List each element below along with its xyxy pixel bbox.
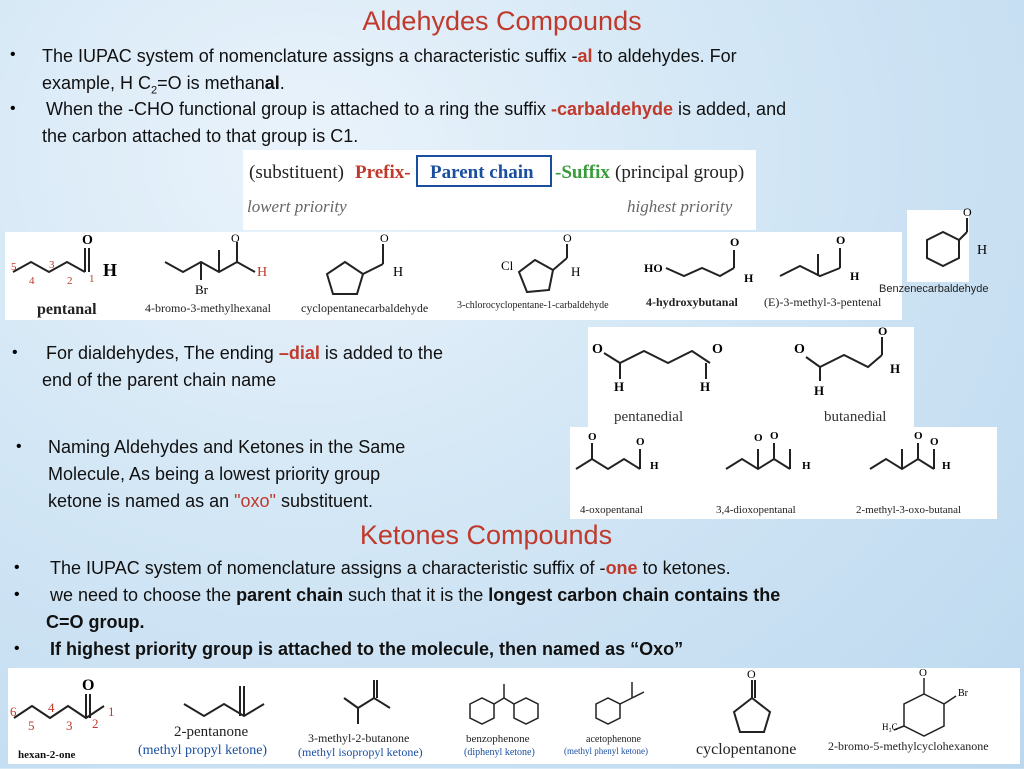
- substituent-label: (substituent): [249, 162, 344, 183]
- svg-text:H: H: [393, 265, 404, 280]
- bullet: •: [16, 438, 22, 455]
- svg-text:O: O: [747, 667, 756, 681]
- highest-priority-label: highest priority: [627, 197, 733, 216]
- svg-text:4: 4: [29, 275, 35, 287]
- methyloxobutanal-structure: [856, 430, 961, 516]
- dioxopentanal-caption: 3,4-dioxopentanal: [716, 504, 796, 516]
- bromomethylhexanal-caption: 4-bromo-3-methylhexanal: [145, 301, 271, 315]
- bullet: •: [14, 559, 20, 576]
- ketone-rule-1: The IUPAC system of nomenclature assigns a characteristic suffix of -one to ketones.: [50, 558, 731, 578]
- chlorocyclopentane-caption: 3-chlorocyclopentane-1-carbaldehyde: [457, 300, 609, 311]
- svg-text:H: H: [890, 361, 901, 376]
- ketone-structures: [8, 668, 1020, 764]
- svg-text:H: H: [257, 265, 268, 280]
- svg-text:2: 2: [67, 275, 73, 287]
- lowest-priority-label: lowert priority: [247, 197, 347, 216]
- aldehyde-rule-2: When the -CHO functional group is attached to a ring the suffix -carbaldehyde is added, and: [46, 99, 787, 119]
- methylbutanone-caption: 3-methyl-2-butanone: [308, 731, 410, 745]
- bullet: •: [14, 586, 20, 603]
- svg-text:H: H: [103, 260, 118, 280]
- aldehydes-title: Aldehydes Compounds: [362, 6, 642, 36]
- methyl-group-label: H₃C: [882, 722, 898, 732]
- svg-text:O: O: [794, 342, 805, 357]
- pentanal-structure: [11, 233, 117, 318]
- svg-text:Br: Br: [195, 282, 208, 297]
- ketone-rule-2: we need to choose the parent chain such that it is the longest carbon chain contains the: [50, 585, 781, 605]
- benzaldehyde-structure: [879, 205, 1007, 300]
- parent-chain-label: Parent chain: [430, 162, 534, 183]
- principal-group-label: (principal group): [615, 162, 745, 183]
- svg-text:O: O: [963, 205, 972, 219]
- bromomethylhexanal-structure: [145, 231, 272, 315]
- benzaldehyde-caption: Benzenecarbaldehyde: [879, 283, 989, 295]
- svg-text:O: O: [588, 431, 597, 443]
- svg-text:H: H: [571, 264, 581, 279]
- dialdehyde-panel: [588, 324, 914, 427]
- bromomethylcyclohexanone-structure: [828, 667, 989, 753]
- svg-text:2: 2: [92, 716, 99, 731]
- svg-text:5: 5: [28, 718, 35, 733]
- svg-text:O: O: [730, 235, 740, 249]
- dialdehyde-rule-cont: end of the parent chain name: [42, 370, 277, 390]
- cyclopentanone-caption: cyclopentanone: [696, 741, 797, 758]
- svg-text:O: O: [914, 430, 923, 442]
- svg-text:O: O: [231, 231, 240, 245]
- naming-scheme-panel: [243, 150, 756, 230]
- aldehyde-rule-1: The IUPAC system of nomenclature assigns a characteristic suffix -al to aldehydes. For: [42, 46, 737, 66]
- oxo-structures: [570, 427, 997, 519]
- svg-text:H: H: [814, 383, 825, 398]
- chlorocyclopentanecarbaldehyde-structure: [457, 231, 609, 311]
- hydroxybutanal-caption: 4-hydroxybutanal: [646, 295, 738, 309]
- pentanedial-caption: pentanedial: [614, 409, 684, 425]
- methylpentenal-caption: (E)-3-methyl-3-pentenal: [764, 295, 882, 309]
- svg-text:O: O: [636, 436, 645, 448]
- ketone-examples-panel: [8, 668, 1020, 764]
- svg-text:O: O: [592, 342, 603, 357]
- cyclopentanecarbaldehyde-caption: cyclopentanecarbaldehyde: [301, 301, 429, 315]
- dialdehyde-rule: For dialdehydes, The ending –dial is added to the: [46, 343, 443, 363]
- svg-text:3: 3: [49, 259, 55, 271]
- svg-text:H: H: [977, 243, 988, 258]
- oxo-rule-line-2: Molecule, As being a lowest priority group: [48, 464, 381, 484]
- svg-text:1: 1: [89, 273, 95, 285]
- benzophenone-common-name: (diphenyl ketone): [464, 747, 535, 758]
- svg-text:H: H: [942, 460, 951, 472]
- hexanone-caption: hexan-2-one: [18, 749, 76, 761]
- oxopentanal-structure: [576, 431, 659, 516]
- pentanedial-structure: [592, 342, 723, 425]
- oxo-rule-line-1: Naming Aldehydes and Ketones in the Same: [48, 437, 406, 457]
- suffix-label: -Suffix: [555, 162, 610, 183]
- acetophenone-common-name: (methyl phenyl ketone): [564, 746, 648, 756]
- svg-text:4: 4: [48, 700, 55, 715]
- svg-text:H: H: [802, 460, 811, 472]
- svg-text:O: O: [754, 432, 763, 444]
- butanedial-caption: butanedial: [824, 409, 887, 425]
- aldehyde-structures-2: [640, 232, 902, 320]
- svg-text:1: 1: [108, 704, 115, 719]
- cyclopentanecarbaldehyde-structure: [301, 231, 428, 315]
- svg-text:6: 6: [10, 704, 17, 719]
- benzaldehyde-panel: [879, 205, 1007, 300]
- dioxopentanal-structure: [716, 430, 811, 516]
- bullet: •: [12, 344, 18, 361]
- naming-scheme-diagram: [243, 150, 756, 230]
- oxopentanal-caption: 4-oxopentanal: [580, 504, 643, 516]
- svg-text:O: O: [930, 436, 939, 448]
- svg-text:5: 5: [11, 261, 17, 273]
- svg-text:O: O: [770, 430, 779, 442]
- svg-text:O: O: [878, 324, 888, 338]
- aldehyde-examples-panel-2: [640, 232, 902, 320]
- svg-text:H: H: [614, 379, 625, 394]
- butanedial-structure: [794, 324, 900, 425]
- svg-text:O: O: [712, 342, 723, 357]
- benzophenone-structure: [464, 684, 538, 758]
- methyloxobutanal-caption: 2-methyl-3-oxo-butanal: [856, 504, 962, 516]
- bullet: •: [10, 46, 16, 63]
- methylpentenal-structure: [764, 233, 882, 309]
- svg-text:O: O: [380, 231, 389, 245]
- prefix-label: Prefix-: [355, 162, 411, 183]
- benzophenone-caption: benzophenone: [466, 733, 530, 745]
- svg-text:O: O: [82, 677, 95, 694]
- pentanone-caption: 2-pentanone: [174, 724, 249, 740]
- svg-text:Br: Br: [958, 688, 968, 699]
- acetophenone-structure: [564, 682, 648, 756]
- ketone-rule-3: If highest priority group is attached to the molecule, then named as “Oxo”: [50, 639, 684, 659]
- oxo-panel: [570, 427, 997, 519]
- hydroxybutanal-structure: [644, 235, 754, 309]
- pentanal-caption: pentanal: [37, 301, 97, 318]
- bullet: •: [10, 100, 16, 117]
- pentanone-common-name: (methyl propyl ketone): [138, 743, 268, 758]
- aldehyde-structures: [5, 232, 640, 320]
- svg-text:HO: HO: [644, 261, 663, 275]
- svg-text:O: O: [563, 231, 572, 245]
- svg-text:H: H: [850, 269, 860, 283]
- svg-text:Cl: Cl: [501, 258, 514, 273]
- aldehyde-rule-1-example: example, H $C_2=O$ is methanal.: [42, 73, 285, 97]
- oxo-rule-line-3: ketone is named as an "oxo" substituent.: [48, 491, 373, 511]
- svg-text:O: O: [82, 233, 93, 248]
- svg-text:O: O: [919, 667, 927, 679]
- hexanone-structure: [10, 677, 115, 761]
- methylbutanone-structure: [298, 680, 423, 759]
- svg-text:H: H: [744, 271, 754, 285]
- svg-text:3: 3: [66, 718, 73, 733]
- acetophenone-caption: acetophenone: [586, 734, 641, 745]
- svg-text:H: H: [700, 379, 711, 394]
- pentanone-structure: [138, 686, 267, 758]
- bullet: •: [14, 640, 20, 657]
- methylbutanone-common-name: (methyl isopropyl ketone): [298, 745, 423, 759]
- aldehyde-examples-panel: [5, 232, 640, 320]
- svg-text:O: O: [836, 233, 846, 247]
- aldehyde-rule-2-cont: the carbon attached to that group is C1.: [42, 126, 359, 146]
- cyclopentanone-structure: [696, 667, 796, 758]
- ketones-title: Ketones Compounds: [359, 520, 613, 550]
- bromomethylcyclohexanone-caption: 2-bromo-5-methylcyclohexanone: [828, 739, 989, 753]
- svg-text:H: H: [650, 460, 659, 472]
- dialdehyde-structures: [588, 324, 914, 427]
- ketone-rule-2-cont: C=O group.: [46, 612, 145, 632]
